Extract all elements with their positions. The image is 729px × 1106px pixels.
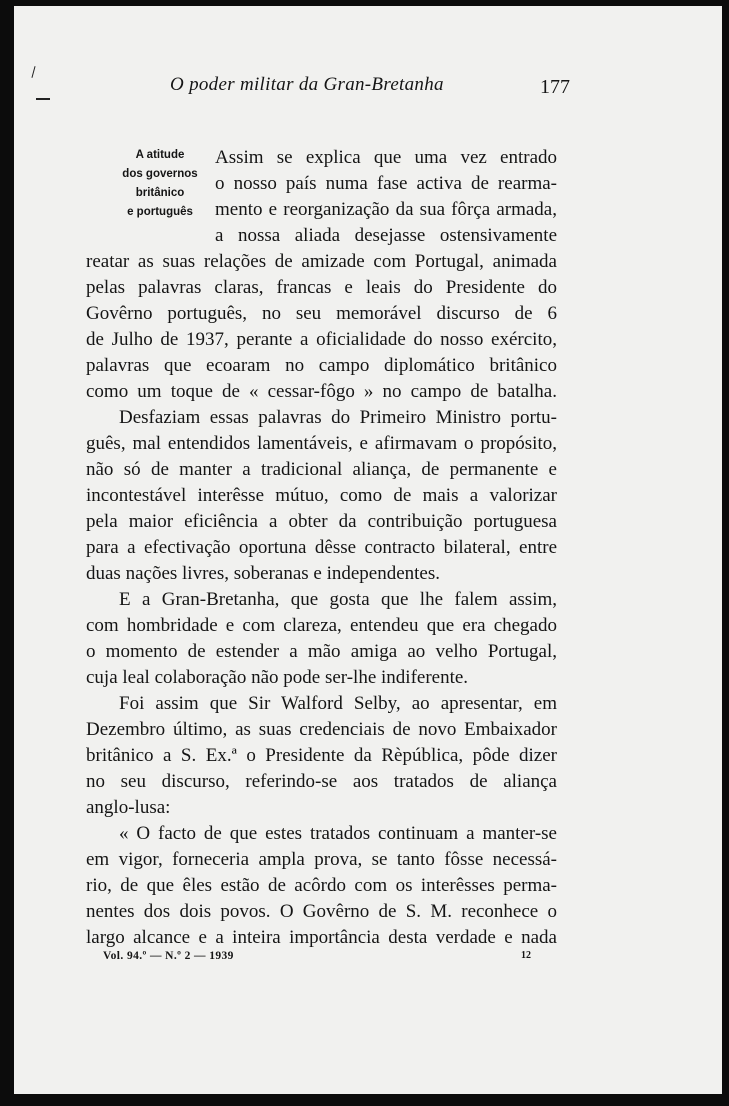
text-line: reatar as suas relações de amizade com Portugal, animada — [86, 251, 557, 272]
marginal-note-line: dos governos — [122, 168, 198, 180]
text-line: britânico a S. Ex.ª o Presidente da Rèpública, pôde dizer — [86, 745, 557, 766]
text-line: Desfaziam essas palavras do Primeiro Ministro portu- — [119, 407, 557, 428]
text-line: mento e reorganização da sua fôrça armada, — [215, 199, 557, 220]
text-line: em vigor, forneceria ampla prova, se tanto fôsse necessá- — [86, 849, 557, 870]
text-line: pela maior eficiência a obter da contribuição portuguesa — [86, 511, 557, 532]
text-line: de Julho de 1937, perante a oficialidade do nosso exército, — [86, 329, 557, 350]
text-line: E a Gran-Bretanha, que gosta que lhe falem assim, — [119, 589, 557, 610]
text-line: como um toque de « cessar-fôgo » no campo de batalha. — [86, 381, 557, 402]
text-line: a nossa aliada desejasse ostensivamente — [215, 225, 557, 246]
marginal-note — [100, 146, 220, 222]
text-line: anglo-lusa: — [86, 797, 171, 818]
volume-line: Vol. 94.º — N.º 2 — 1939 — [103, 950, 234, 962]
text-line: Govêrno português, no seu memorável discurso de 6 — [86, 303, 557, 324]
text-line: cuja leal colaboração não pode ser-lhe indiferente. — [86, 667, 469, 688]
text-line: palavras que ecoaram no campo diplomático britânico — [86, 355, 557, 376]
page-header — [170, 74, 570, 100]
text-line: « O facto de que estes tratados continuam a manter-se — [119, 823, 557, 844]
text-line: para a efectivação oportuna dêsse contracto bilateral, entre — [86, 537, 557, 558]
text-line: Dezembro último, as suas credenciais de novo Embaixador — [86, 719, 557, 740]
text-line: rio, de que êles estão de acôrdo com os interêsses perma- — [86, 875, 557, 896]
marginal-note-line: A atitude — [135, 149, 185, 161]
margin-mark — [31, 66, 35, 78]
margin-mark — [36, 98, 50, 100]
marginal-note-line: e português — [127, 206, 193, 218]
text-line: duas nações livres, soberanas e independentes. — [86, 563, 441, 584]
text-line: o momento de estender a mão amiga ao velho Portugal, — [86, 641, 557, 662]
text-line: Assim se explica que uma vez entrado — [215, 147, 557, 168]
text-line: no seu discurso, referindo-se aos tratados de aliança — [86, 771, 557, 792]
text-line: incontestável interêsse mútuo, como de mais a valorizar — [86, 485, 557, 506]
text-line: nentes dos dois povos. O Govêrno de S. M. reconhece o — [86, 901, 557, 922]
text-line: com hombridade e com clareza, entendeu que era chegado — [86, 615, 557, 636]
running-title: O poder militar da Gran-Bretanha — [170, 74, 444, 95]
text-line: guês, mal entendidos lamentáveis, e afirmavam o propósito, — [86, 433, 557, 454]
page-number: 177 — [540, 76, 570, 98]
marginal-note-line: britânico — [135, 187, 185, 199]
text-line: não só de manter a tradicional aliança, de permanente e — [86, 459, 557, 480]
text-line: pelas palavras claras, francas e leais do Presidente do — [86, 277, 557, 298]
text-line: Foi assim que Sir Walford Selby, ao apresentar, em — [119, 693, 557, 714]
text-line: largo alcance e a inteira importância desta verdade e nada — [86, 927, 557, 948]
text-line: o nosso país numa fase activa de rearma- — [215, 173, 557, 194]
signature-mark: 12 — [521, 950, 531, 961]
